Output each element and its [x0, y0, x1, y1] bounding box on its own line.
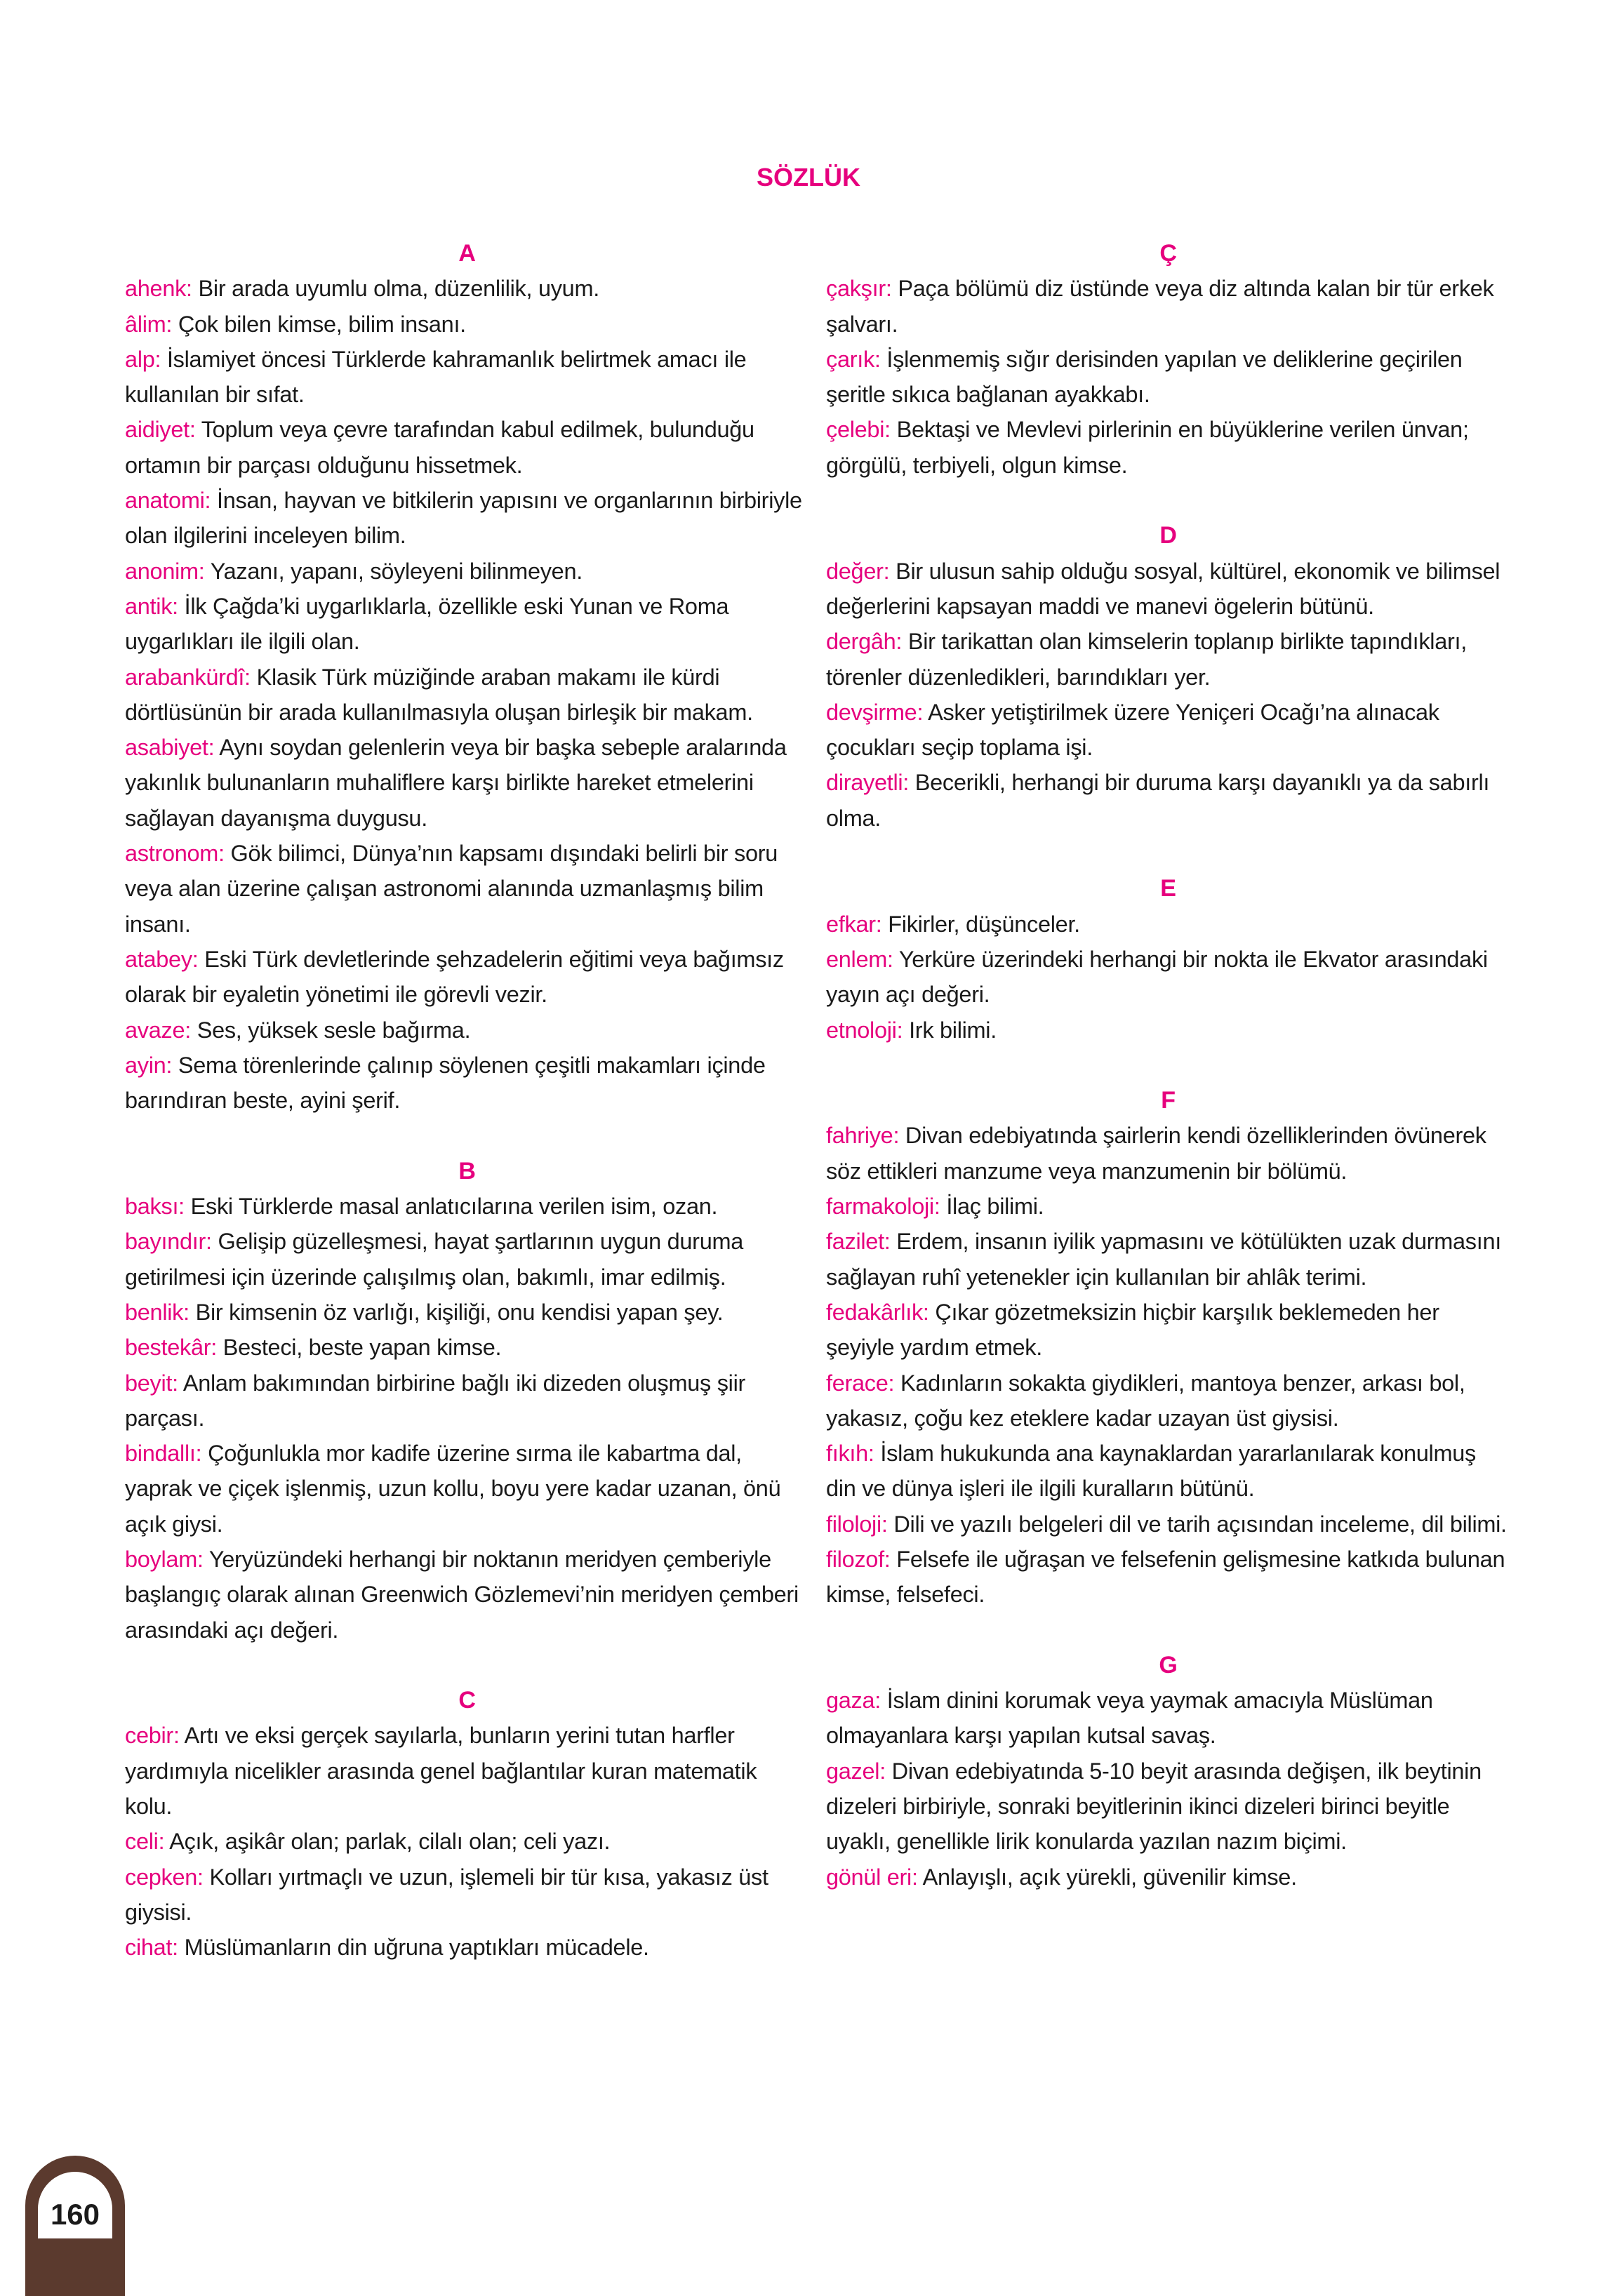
entry-term: fazilet:: [826, 1229, 891, 1255]
entry-definition: Divan edebiyatında şairlerin kendi özelliklerinden övünerek söz ettikleri manzume veya manzumenin bir bölümü.: [826, 1123, 1486, 1184]
entry-term: dirayetli:: [826, 770, 910, 796]
entry-definition: Eski Türklerde masal anlatıcılarına verilen isim, ozan.: [190, 1194, 718, 1220]
entry-term: efkar:: [826, 911, 882, 937]
glossary-entry: [125, 1224, 809, 1295]
entry-term: gönül eri:: [826, 1864, 918, 1890]
section-letter: G: [1159, 1651, 1178, 1678]
glossary-entry: [125, 730, 809, 836]
entry-term: ahenk:: [125, 276, 192, 302]
section-letter: F: [1161, 1087, 1176, 1114]
entry-definition: Çoğunlukla mor kadife üzerine sırma ile kabartma dal, yaprak ve çiçek işlenmiş, uzun kollu, boyu yere kadar uzanan, önü açık giysi.: [125, 1441, 781, 1537]
entry-term: cebir:: [125, 1723, 180, 1749]
entry-term: değer:: [826, 558, 890, 584]
glossary-entry: [125, 1436, 809, 1542]
glossary-entry: [826, 1013, 1510, 1048]
section-letter: B: [458, 1157, 476, 1184]
entry-definition: İslamiyet öncesi Türklerde kahramanlık belirtmek amacı ile kullanılan bir sıfat.: [125, 346, 747, 408]
entry-term: aidiyet:: [125, 417, 196, 443]
glossary-entry: [826, 1189, 1510, 1224]
entry-definition: İslam hukukunda ana kaynaklardan yararlanılarak konulmuş din ve dünya işleri ile ilgili kuralların bütünü.: [826, 1441, 1476, 1502]
section-letter: Ç: [1159, 240, 1177, 267]
glossary-entry: [826, 1295, 1510, 1366]
entry-term: asabiyet:: [125, 735, 215, 761]
glossary-entry: [125, 660, 809, 730]
entry-definition: İlk Çağda’ki uygarlıklarla, özellikle eski Yunan ve Roma uygarlıkları ile ilgili olan.: [125, 593, 729, 655]
glossary-entry: [826, 942, 1510, 1013]
entry-term: bestekâr:: [125, 1335, 217, 1361]
entry-term: anonim:: [125, 558, 205, 584]
entry-definition: Klasik Türk müziğinde araban makamı ile kürdi dörtlüsünün bir arada kullanılmasıyla oluşan birleşik bir makam.: [125, 664, 753, 725]
entry-definition: Gelişip güzelleşmesi, hayat şartlarının uygun duruma getirilmesi için üzerinde çalışılmış olan, bakımlı, imar edilmiş.: [125, 1229, 744, 1290]
entry-term: filozof:: [826, 1546, 891, 1572]
entry-term: çelebi:: [826, 417, 891, 443]
entry-term: âlim:: [125, 311, 173, 337]
entry-definition: Gök bilimci, Dünya’nın kapsamı dışındaki belirli bir soru veya alan üzerine çalışan astronomi alanında uzmanlaşmış bilim insanı.: [125, 841, 778, 937]
entry-definition: Becerikli, herhangi bir duruma karşı dayanıklı ya da sabırlı olma.: [826, 770, 1490, 831]
entry-term: baksı:: [125, 1194, 185, 1220]
entry-term: boylam:: [125, 1546, 204, 1572]
glossary-entry: [826, 1436, 1510, 1507]
glossary-entry: [125, 1330, 809, 1365]
entry-definition: Kolları yırtmaçlı ve uzun, işlemeli bir tür kısa, yakasız üst giysisi.: [125, 1864, 768, 1925]
glossary-entry: [826, 1754, 1510, 1860]
entry-definition: Sema törenlerinde çalınıp söylenen çeşitli makamları içinde barındıran beste, ayini şerif.: [125, 1052, 766, 1114]
entry-definition: Aynı soydan gelenlerin veya bir başka sebeple aralarında yakınlık bulunanların muhaliflere karşı birlikte hareket etmelerini sağlayan dayanışma duygusu.: [125, 735, 787, 831]
glossary-entry: [125, 1366, 809, 1436]
glossary-section: [826, 1083, 1510, 1612]
entry-term: arabankürdî:: [125, 664, 251, 690]
entry-term: celi:: [125, 1829, 165, 1855]
entry-definition: Bir ulusun sahip olduğu sosyal, kültürel, ekonomik ve bilimsel değerlerini kapsayan maddi ve manevi ögelerin bütünü.: [826, 558, 1500, 619]
glossary-entry: [125, 483, 809, 554]
glossary-entry: [826, 412, 1510, 483]
entry-definition: İlaç bilimi.: [946, 1194, 1044, 1220]
entry-term: ferace:: [826, 1370, 895, 1396]
entry-definition: İslam dinini korumak veya yaymak amacıyla Müslüman olmayanlara karşı yapılan kutsal savaş.: [826, 1688, 1433, 1749]
glossary-section: [125, 1154, 809, 1648]
page-number-window: [38, 2172, 112, 2238]
section-letter: A: [458, 240, 476, 267]
glossary-entry: [125, 942, 809, 1013]
glossary-entry: [826, 765, 1510, 836]
glossary-entry: [826, 907, 1510, 942]
glossary-entry: [125, 342, 809, 413]
glossary-entry: [125, 1189, 809, 1224]
entry-term: çakşır:: [826, 276, 892, 302]
entry-definition: Eski Türk devletlerinde şehzadelerin eğitimi veya bağımsız olarak bir eyaletin yönetimi ile görevli vezir.: [125, 946, 784, 1008]
entry-term: bayındır:: [125, 1229, 212, 1255]
section-letter: E: [1160, 875, 1176, 902]
entry-term: anatomi:: [125, 488, 211, 514]
entry-term: atabey:: [125, 946, 199, 972]
entry-definition: Bir kimsenin öz varlığı, kişiliği, onu kendisi yapan şey.: [195, 1299, 724, 1325]
entry-definition: İnsan, hayvan ve bitkilerin yapısını ve organlarının birbiriyle olan ilgilerini inceleyen bilim.: [125, 488, 802, 549]
entry-term: antik:: [125, 593, 178, 619]
entry-definition: Besteci, beste yapan kimse.: [222, 1335, 502, 1361]
entry-definition: Fikirler, düşünceler.: [888, 911, 1080, 937]
glossary-entry: [826, 1860, 1510, 1895]
section-letter: C: [458, 1687, 476, 1714]
glossary-entry: [125, 307, 809, 342]
glossary-entry: [125, 836, 809, 942]
entry-definition: Divan edebiyatında 5-10 beyit arasında değişen, ilk beytinin dizeleri birbiriyle, sonraki beyitlerinin ikinci dizeleri birinci beyitle uyaklı, genellikle lirik konularda yazılan nazım biçimi.: [826, 1758, 1482, 1855]
entry-term: filoloji:: [826, 1511, 888, 1537]
entry-term: etnoloji:: [826, 1017, 903, 1043]
glossary-entry: [826, 342, 1510, 413]
entry-definition: Felsefe ile uğraşan ve felsefenin gelişmesine katkıda bulunan kimse, felsefeci.: [826, 1546, 1505, 1608]
glossary-entry: [125, 1295, 809, 1330]
entry-definition: Çok bilen kimse, bilim insanı.: [178, 311, 466, 337]
entry-definition: Bir arada uyumlu olma, düzenlilik, uyum.: [198, 276, 599, 302]
glossary-entry: [826, 1542, 1510, 1613]
entry-term: gazel:: [826, 1758, 886, 1784]
glossary-entry: [125, 1048, 809, 1119]
entry-term: cepken:: [125, 1864, 204, 1890]
entry-definition: Bir tarikattan olan kimselerin toplanıp birlikte tapındıkları, törenler düzenledikleri, barındıkları yer.: [826, 629, 1467, 690]
glossary-section: [826, 871, 1510, 1047]
entry-term: bindallı:: [125, 1441, 202, 1467]
entry-definition: Müslümanların din uğruna yaptıkları mücadele.: [184, 1935, 649, 1961]
glossary-entry: [125, 1930, 809, 1965]
page-title: SÖZLÜK: [757, 163, 860, 192]
entry-term: devşirme:: [826, 699, 924, 725]
entry-term: beyit:: [125, 1370, 178, 1396]
glossary-section: [125, 236, 809, 1118]
entry-term: çarık:: [826, 346, 881, 372]
entry-term: benlik:: [125, 1299, 189, 1325]
entry-term: dergâh:: [826, 629, 903, 655]
glossary-right-column: [826, 236, 1510, 1895]
entry-term: fıkıh:: [826, 1441, 874, 1467]
entry-term: enlem:: [826, 946, 893, 972]
glossary-section: [125, 1683, 809, 1965]
glossary-entry: [826, 1366, 1510, 1436]
glossary-entry: [125, 412, 809, 483]
section-letter: D: [1159, 522, 1177, 549]
entry-term: cihat:: [125, 1935, 178, 1961]
glossary-entry: [826, 271, 1510, 342]
entry-term: gaza:: [826, 1688, 881, 1714]
entry-definition: Erdem, insanın iyilik yapmasını ve kötülükten uzak durmasını sağlayan ruhî yetenekler için kullanılan bir ahlâk terimi.: [826, 1229, 1501, 1290]
entry-definition: Yerküre üzerindeki herhangi bir nokta ile Ekvator arasındaki yayın açı değeri.: [826, 946, 1488, 1008]
glossary-section: [826, 518, 1510, 836]
entry-definition: Paça bölümü diz üstünde veya diz altında kalan bir tür erkek şalvarı.: [826, 276, 1494, 337]
glossary-entry: [826, 624, 1510, 695]
glossary-entry: [125, 554, 809, 589]
glossary-entry: [826, 1224, 1510, 1295]
page-number: 160: [50, 2198, 100, 2231]
glossary-entry: [826, 1507, 1510, 1542]
glossary-entry: [125, 1718, 809, 1824]
entry-definition: Bektaşi ve Mevlevi pirlerinin en büyüklerine verilen ünvan; görgülü, terbiyeli, olgun kimse.: [826, 417, 1469, 478]
entry-definition: Toplum veya çevre tarafından kabul edilmek, bulunduğu ortamın bir parçası olduğunu hissetmek.: [125, 417, 754, 478]
glossary-entry: [826, 1683, 1510, 1754]
entry-definition: Açık, aşikâr olan; parlak, cilalı olan; celi yazı.: [169, 1829, 611, 1855]
glossary-left-column: [125, 236, 809, 1965]
entry-definition: Yazanı, yapanı, söyleyeni bilinmeyen.: [210, 558, 583, 584]
glossary-entry: [125, 1013, 809, 1048]
entry-definition: İşlenmemiş sığır derisinden yapılan ve deliklerine geçirilen şeritle sıkıca bağlanan ayakkabı.: [826, 346, 1463, 408]
entry-term: alp:: [125, 346, 161, 372]
glossary-entry: [125, 1860, 809, 1930]
glossary-entry: [125, 589, 809, 660]
entry-definition: Yeryüzündeki herhangi bir noktanın meridyen çemberiyle başlangıç olarak alınan Greenwich Gözlemevi’nin meridyen çemberi arasındaki açı değeri.: [125, 1546, 799, 1643]
glossary-entry: [125, 1824, 809, 1859]
entry-definition: Anlam bakımından birbirine bağlı iki dizeden oluşmuş şiir parçası.: [125, 1370, 746, 1431]
glossary-entry: [826, 1118, 1510, 1189]
entry-definition: Ses, yüksek sesle bağırma.: [197, 1017, 471, 1043]
entry-definition: Dili ve yazılı belgeleri dil ve tarih açısından inceleme, dil bilimi.: [893, 1511, 1507, 1537]
entry-term: avaze:: [125, 1017, 191, 1043]
entry-term: ayin:: [125, 1052, 173, 1078]
entry-term: astronom:: [125, 841, 225, 867]
glossary-section: [826, 236, 1510, 483]
entry-definition: Kadınların sokakta giydikleri, mantoya benzer, arkası bol, yakasız, çoğu kez eteklere kadar uzayan üst giysisi.: [826, 1370, 1465, 1431]
entry-definition: Irk bilimi.: [909, 1017, 997, 1043]
entry-definition: Artı ve eksi gerçek sayılarla, bunların yerini tutan harfler yardımıyla nicelikler arasında genel bağlantılar kuran matematik kolu.: [125, 1723, 757, 1820]
entry-definition: Çıkar gözetmeksizin hiçbir karşılık beklemeden her şeyiyle yardım etmek.: [826, 1299, 1439, 1361]
glossary-entry: [125, 1542, 809, 1648]
entry-definition: Anlayışlı, açık yürekli, güvenilir kimse.: [922, 1864, 1297, 1890]
page-number-badge: [25, 2156, 125, 2296]
entry-term: fedakârlık:: [826, 1299, 929, 1325]
entry-term: fahriye:: [826, 1123, 900, 1149]
entry-definition: Asker yetiştirilmek üzere Yeniçeri Ocağı’na alınacak çocukları seçip toplama işi.: [826, 699, 1439, 761]
glossary-entry: [125, 271, 809, 306]
glossary-section: [826, 1648, 1510, 1895]
glossary-entry: [826, 695, 1510, 766]
glossary-entry: [826, 554, 1510, 625]
entry-term: farmakoloji:: [826, 1194, 940, 1220]
